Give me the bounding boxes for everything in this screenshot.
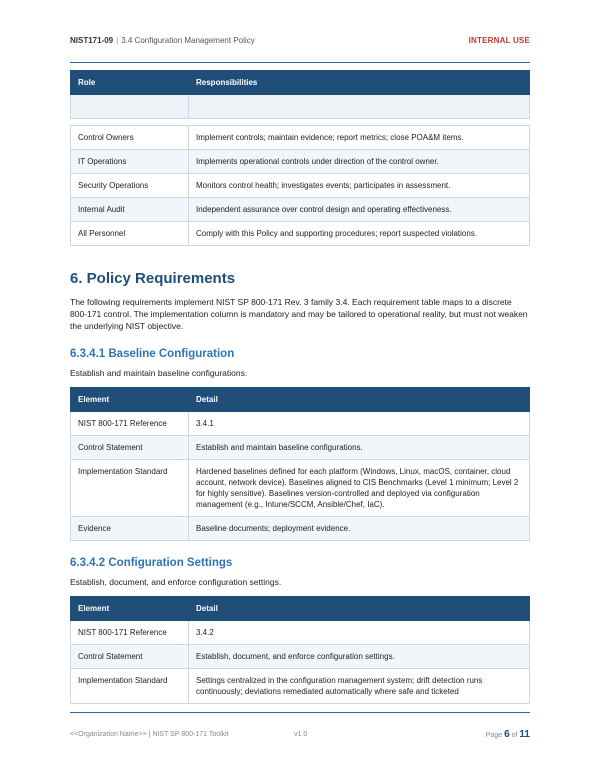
responsibility-cell: Independent assurance over control design and operating effectiveness.: [189, 198, 530, 222]
table-row: [71, 222, 530, 246]
footer-version: v1.0: [294, 731, 308, 738]
document-title: 3.4 Configuration Management Policy: [121, 36, 255, 45]
responsibility-cell: Implements operational controls under direction of the control owner.: [189, 150, 530, 174]
table-header-row: [71, 71, 530, 95]
role-cell: IT Operations: [71, 150, 189, 174]
footer-toolkit: NIST SP 800-171 Toolkit: [152, 731, 229, 738]
table-header-row: [71, 597, 530, 621]
table-row: [71, 517, 530, 541]
responsibility-cell: Comply with this Policy and supporting procedures; report suspected violations.: [189, 222, 530, 246]
responsibility-cell: Monitors control health; investigates events; participates in assessment.: [189, 174, 530, 198]
detail-cell: Establish and maintain baseline configurations.: [189, 436, 530, 460]
table-row-empty: [71, 95, 530, 119]
table-row: [71, 174, 530, 198]
table-row: [71, 198, 530, 222]
table-row: [71, 436, 530, 460]
requirement-table-settings: [70, 596, 530, 704]
table-row: [71, 669, 530, 704]
page-header: [70, 36, 530, 52]
footer-separator: |: [148, 731, 151, 738]
footer-rule: [70, 712, 530, 713]
page-of: of: [511, 732, 518, 739]
column-header-role: Role: [71, 71, 189, 95]
element-cell: Evidence: [71, 517, 189, 541]
table-row: [71, 150, 530, 174]
table-spacer: [71, 119, 530, 126]
requirement-heading: 6.3.4.2 Configuration Settings: [70, 557, 233, 569]
element-cell: Control Statement: [71, 645, 189, 669]
page-content: [70, 70, 530, 704]
column-header-detail: Detail: [189, 388, 530, 412]
section-heading: 6. Policy Requirements: [70, 270, 236, 287]
page-number: [486, 729, 530, 740]
requirement-lead: Establish and maintain baseline configurations.: [70, 368, 248, 378]
element-cell: Control Statement: [71, 436, 189, 460]
roles-table: [70, 70, 530, 246]
classification-label: INTERNAL USE: [468, 36, 530, 45]
responsibility-cell: Implement controls; maintain evidence; report metrics; close POA&M items.: [189, 126, 530, 150]
table-row: [71, 621, 530, 645]
table-row: [71, 412, 530, 436]
detail-cell: Baseline documents; deployment evidence.: [189, 517, 530, 541]
page-label: Page: [485, 732, 503, 739]
footer-organization: <<Organization Name>>: [70, 731, 147, 738]
column-header-element: Element: [71, 597, 189, 621]
table-header-row: [71, 388, 530, 412]
role-cell: Internal Audit: [71, 198, 189, 222]
detail-cell: 3.4.2: [189, 621, 530, 645]
column-header-responsibilities: Responsibilities: [189, 71, 530, 95]
page-current: 6: [504, 729, 510, 740]
page-total: 11: [519, 729, 530, 740]
table-row: [71, 460, 530, 517]
document-id: NIST171-09: [70, 36, 114, 45]
detail-cell: Establish, document, and enforce configuration settings.: [189, 645, 530, 669]
role-cell: All Personnel: [71, 222, 189, 246]
element-cell: NIST 800-171 Reference: [71, 621, 189, 645]
detail-cell: Settings centralized in the configuration management system; drift detection runs continuously; deviations remediated automatically where safe and ticketed: [189, 669, 530, 704]
header-separator: |: [116, 36, 119, 45]
requirement-lead: Establish, document, and enforce configuration settings.: [70, 577, 282, 587]
table-row: [71, 645, 530, 669]
detail-cell: 3.4.1: [189, 412, 530, 436]
role-cell: Security Operations: [71, 174, 189, 198]
requirement-heading: 6.3.4.1 Baseline Configuration: [70, 348, 235, 360]
table-row: [71, 126, 530, 150]
detail-cell: Hardened baselines defined for each platform (Windows, Linux, macOS, container, cloud account, network device). Baselines aligned to CIS Benchmarks (Level 1 minimum; Level 2 for highly sensitive). Baselines version-controlled and deployed via configuration management (e.g., Intune/SCCM, Ansible/Chef, IaC).: [189, 460, 530, 517]
element-cell: Implementation Standard: [71, 669, 189, 704]
column-header-element: Element: [71, 388, 189, 412]
column-header-detail: Detail: [189, 597, 530, 621]
section-intro: The following requirements implement NIST SP 800-171 Rev. 3 family 3.4. Each requirement table maps to a discrete 800-171 control. The implementation column is mandatory and may be tailored to operational reality, but must not weaken the underlying NIST objective.: [70, 297, 528, 331]
page-footer: [70, 731, 530, 745]
requirement-table-baseline: [70, 387, 530, 541]
element-cell: Implementation Standard: [71, 460, 189, 517]
role-cell: Control Owners: [71, 126, 189, 150]
header-rule: [70, 62, 530, 63]
element-cell: NIST 800-171 Reference: [71, 412, 189, 436]
